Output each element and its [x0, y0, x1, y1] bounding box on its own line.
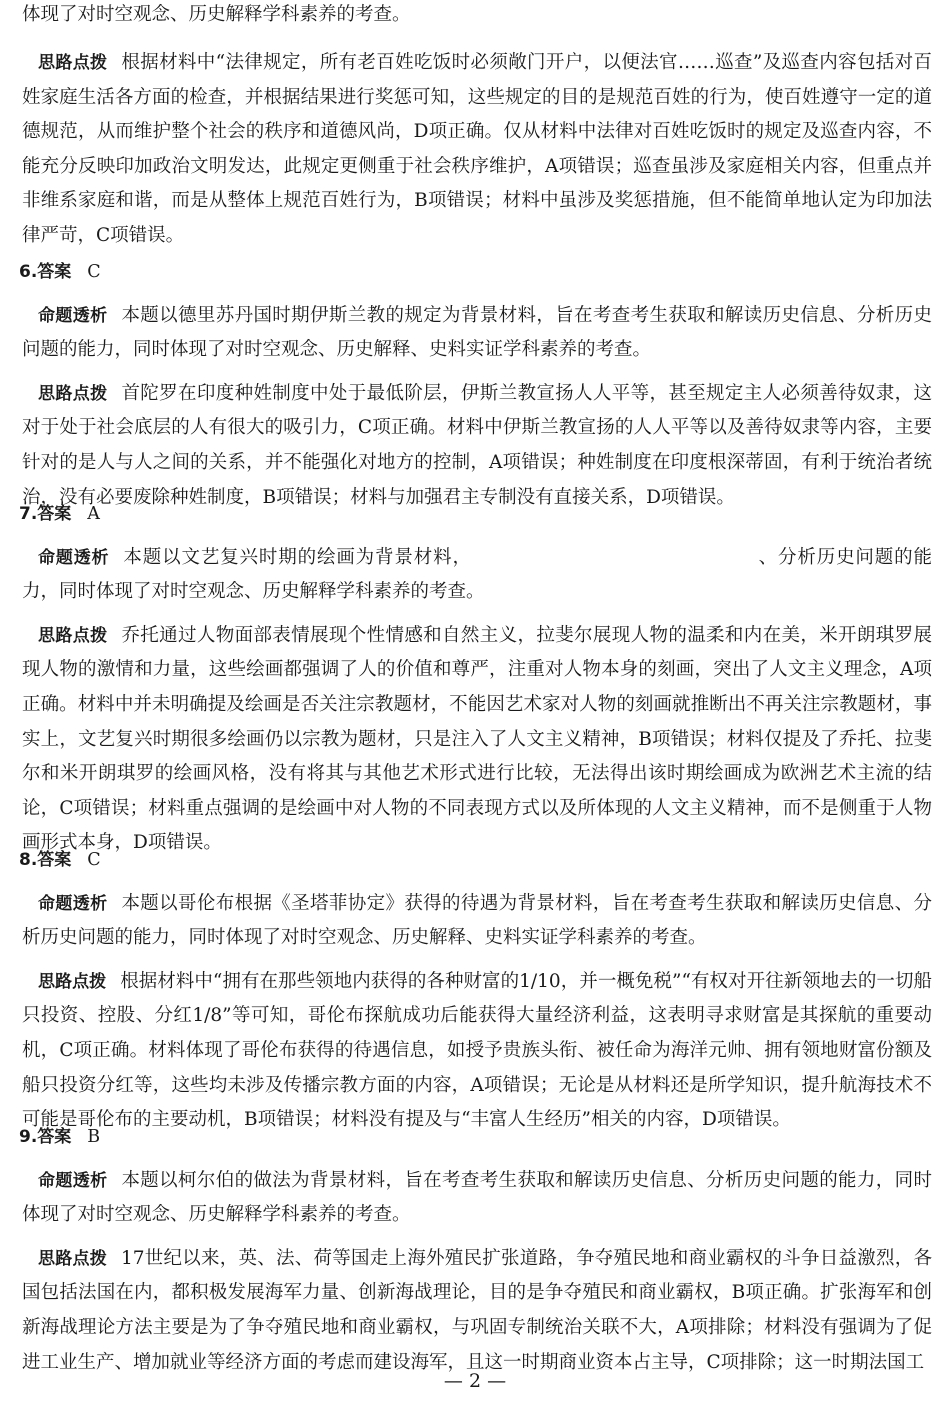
intent-paragraph [22, 541, 932, 610]
answer-line [19, 497, 932, 532]
question-number: 9. [19, 1127, 38, 1147]
intent-text: 本题以哥伦布根据《圣塔菲协定》获得的待遇为背景材料，旨在考查考生获取和解读历史信息、分析历史问题的能力，同时体现了对时空观念、历史解释、史料实证学科素养的考查。 [22, 892, 932, 949]
q5-thinking [22, 46, 932, 254]
thinking-label: 思路点拨 [38, 1248, 107, 1269]
thinking-text: 根据材料中“法律规定，所有老百姓吃饭时必须敞门开户，以便法官……巡查”及巡查内容包括对百姓家庭生活各方面的检查，并根据结果进行奖惩可知，这些规定的目的是规范百姓的行为，使百姓遵守一定的道德规范，从而维护整个社会的秩序和道德风尚，D项正确。仅从材料中法律对百姓吃饭时的规定及巡查内容，不能充分反映印加政治文明发达，此规定更侧重于社会秩序维护，A项错误；巡查虽涉及家庭相关内容，但重点并非维系家庭和谐，而是从整体上规范百姓行为，B项错误；材料中虽涉及奖惩措施，但不能简单地认定为印加法律严苛，C项错误。 [22, 52, 933, 246]
intent-text: 本题以柯尔伯的做法为背景材料，旨在考查考生获取和解读历史信息、分析历史问题的能力，同时体现了对时空观念、历史解释学科素养的考查。 [22, 1169, 932, 1226]
q5-intent-tail [22, 0, 932, 33]
answer-value: B [87, 1127, 101, 1147]
answer-line [19, 843, 932, 878]
intent-label: 命题透析 [38, 1170, 108, 1191]
answer-value: C [87, 850, 101, 870]
answer-line [19, 1120, 932, 1155]
intent-text-part-b: 、分析历史问题的能力，同时体现了对时空观念、历史解释学科素养的考查。 [22, 546, 932, 603]
thinking-label: 思路点拨 [38, 53, 108, 73]
question-8 [19, 843, 933, 1138]
thinking-paragraph [22, 46, 932, 254]
thinking-label: 思路点拨 [38, 625, 108, 646]
answer-line [19, 255, 932, 290]
answer-label: 答案 [37, 262, 72, 282]
thinking-paragraph [22, 965, 932, 1138]
thinking-label: 思路点拨 [38, 971, 107, 992]
intent-paragraph [22, 1164, 932, 1233]
question-number: 8. [19, 850, 38, 870]
answer-value: A [87, 504, 100, 524]
question-6 [19, 255, 932, 515]
answer-label: 答案 [37, 850, 72, 870]
thinking-label: 思路点拨 [38, 383, 108, 404]
question-number: 6. [19, 262, 38, 282]
page-number: — 2 — [443, 1370, 507, 1392]
answer-label: 答案 [37, 1127, 72, 1147]
intent-paragraph [22, 299, 932, 368]
intent-paragraph [22, 887, 932, 956]
question-7 [19, 497, 932, 861]
intent-tail-text: 体现了对时空观念、历史解释学科素养的考查。 [22, 4, 411, 25]
thinking-paragraph [22, 1242, 932, 1380]
intent-label: 命题透析 [38, 547, 110, 568]
thinking-text: 17世纪以来，英、法、荷等国走上海外殖民扩张道路，争夺殖民地和商业霸权的斗争日益激烈，各国包括法国在内，都积极发展海军力量、创新海战理论，目的是争夺殖民和商业霸权，B项正确。扩张海军和创新海战理论方法主要是为了争夺殖民地和商业霸权，与巩固专制统治关联不大，A项排除；材料没有强调为了促进工业生产、增加就业等经济方面的考虑而建设海军，且这一时期商业资本占主导，C项排除；这一时期法国工 [22, 1247, 933, 1373]
question-number: 7. [19, 504, 38, 524]
answer-label: 答案 [37, 504, 72, 524]
thinking-text: 根据材料中“拥有在那些领地内获得的各种财富的1/10，并一概免税”“有权对开往新领地去的一切船只投资、控股、分红1/8”等可知，哥伦布探航成功后能获得大量经济利益，这表明寻求财富是其探航的重要动机，C项正确。材料体现了哥伦布获得的待遇信息，如授予贵族头衔、被任命为海洋元帅、拥有领地财富份额及船只投资分红等，这些均未涉及传播宗教方面的内容，A项错误；无论是从材料还是所学知识，提升航海技术不可能是哥伦布的主要动机，B项错误；材料没有提及与“丰富人生经历”相关的内容，D项错误。 [22, 970, 933, 1131]
intent-label: 命题透析 [38, 893, 108, 914]
thinking-paragraph [22, 619, 932, 861]
thinking-paragraph [22, 377, 932, 515]
intent-text-part-a: 本题以文艺复兴时期的绘画为背景材料， [123, 546, 472, 568]
thinking-text: 首陀罗在印度种姓制度中处于最低阶层，伊斯兰教宣扬人人平等，甚至规定主人必须善待奴隶，这对于处于社会底层的人有很大的吸引力，C项正确。材料中伊斯兰教宣扬的人人平等以及善待奴隶等内容，主要针对的是人与人之间的关系，并不能强化对地方的控制，A项错误；种姓制度在印度根深蒂固，有利于统治者统治，没有必要废除种姓制度，B项错误；材料与加强君主专制没有直接关系，D项错误。 [22, 382, 932, 508]
thinking-text: 乔托通过人物面部表情展现个性情感和自然主义，拉斐尔展现人物的温柔和内在美，米开朗琪罗展现人物的激情和力量，这些绘画都强调了人的价值和尊严，注重对人物本身的刻画，突出了人文主义理念，A项正确。材料中并未明确提及绘画是否关注宗教题材，不能因艺术家对人物的刻画就推断出不再关注宗教题材，事实上，文艺复兴时期很多绘画仍以宗教为题材，只是注入了人文主义精神，B项错误；材料仅提及了乔托、拉斐尔和米开朗琪罗的绘画风格，没有将其与其他艺术形式进行比较，无法得出该时期绘画成为欧洲艺术主流的结论，C项错误；材料重点强调的是绘画中对人物的不同表现方式以及所体现的人文主义精神，而不是侧重于人物画形式本身，D项错误。 [22, 624, 932, 854]
intent-text: 本题以德里苏丹国时期伊斯兰教的规定为背景材料，旨在考查考生获取和解读历史信息、分析历史问题的能力，同时体现了对时空观念、历史解释、史料实证学科素养的考查。 [22, 304, 932, 361]
answer-value: C [87, 262, 101, 282]
question-9 [19, 1120, 933, 1380]
intent-label: 命题透析 [38, 305, 108, 326]
